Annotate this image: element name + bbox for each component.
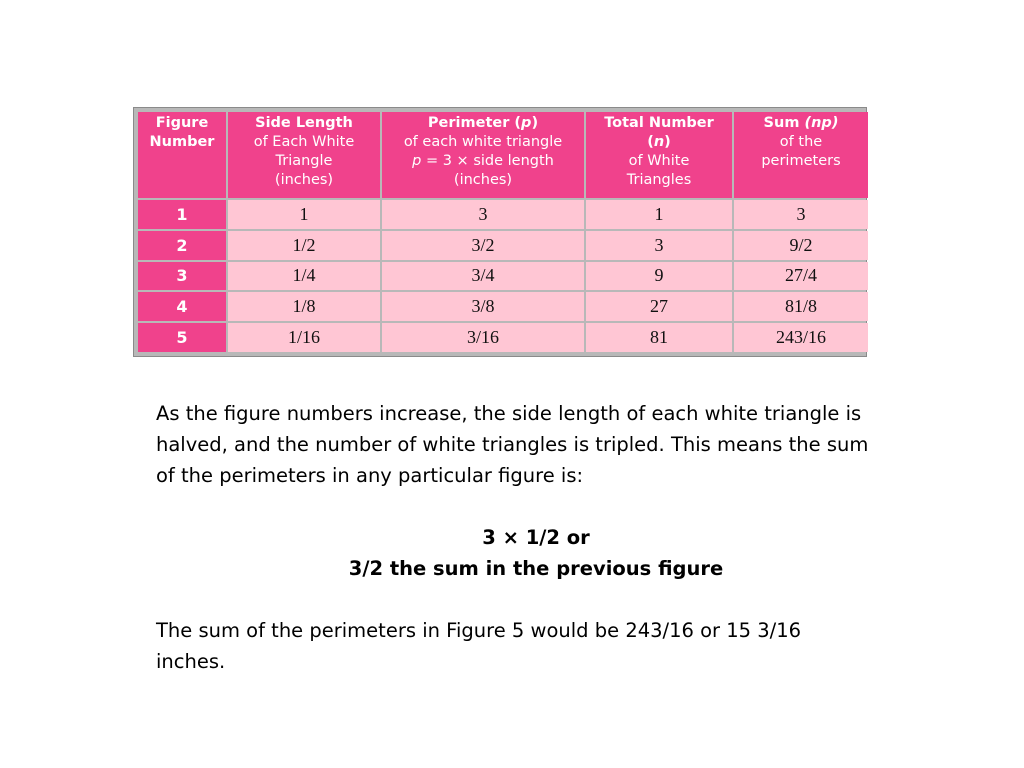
table-row bbox=[138, 262, 868, 291]
cell-sum: 243/16 bbox=[734, 323, 868, 352]
header-total-number: Total Number (n) of White Triangles bbox=[586, 112, 732, 198]
cell-sum: 9/2 bbox=[734, 231, 868, 260]
header-figure-number: Figure Number bbox=[138, 112, 226, 198]
cell-perimeter: 3 bbox=[382, 200, 584, 229]
cell-sum: 3 bbox=[734, 200, 868, 229]
conclusion-paragraph: The sum of the perimeters in Figure 5 would be 243/16 or 15 3/16 inches. bbox=[156, 619, 802, 673]
cell-total-number: 27 bbox=[586, 292, 732, 321]
cell-figure: 3 bbox=[138, 262, 226, 291]
cell-side-length: 1/16 bbox=[228, 323, 380, 352]
cell-perimeter: 3/2 bbox=[382, 231, 584, 260]
cell-sum: 81/8 bbox=[734, 292, 868, 321]
data-table bbox=[136, 110, 870, 354]
formula-line-2: 3/2 the sum in the previous figure bbox=[348, 557, 724, 580]
table-header-row bbox=[138, 112, 868, 198]
cell-sum: 27/4 bbox=[734, 262, 868, 291]
figures-table bbox=[133, 107, 867, 357]
header-perimeter: Perimeter (p) of each white triangle p = 3 × side length (inches) bbox=[382, 112, 584, 198]
table-row bbox=[138, 292, 868, 321]
explanation-paragraph: As the figure numbers increase, the side length of each white triangle is halved, and the number of white triangles is tripled. This means the sum of the perimeters in any particular figure is: bbox=[156, 402, 869, 487]
cell-figure: 5 bbox=[138, 323, 226, 352]
formula-line-1: 3 × 1/2 or bbox=[482, 526, 590, 549]
table-row bbox=[138, 231, 868, 260]
cell-figure: 2 bbox=[138, 231, 226, 260]
table-row bbox=[138, 323, 868, 352]
cell-figure: 4 bbox=[138, 292, 226, 321]
cell-side-length: 1/4 bbox=[228, 262, 380, 291]
cell-total-number: 9 bbox=[586, 262, 732, 291]
cell-side-length: 1 bbox=[228, 200, 380, 229]
header-side-length: Side Length of Each White Triangle (inches) bbox=[228, 112, 380, 198]
cell-perimeter: 3/4 bbox=[382, 262, 584, 291]
cell-perimeter: 3/16 bbox=[382, 323, 584, 352]
cell-total-number: 81 bbox=[586, 323, 732, 352]
cell-side-length: 1/8 bbox=[228, 292, 380, 321]
cell-total-number: 3 bbox=[586, 231, 732, 260]
explanation-text bbox=[156, 398, 876, 677]
header-sum: Sum (np) of the perimeters bbox=[734, 112, 868, 198]
cell-perimeter: 3/8 bbox=[382, 292, 584, 321]
cell-side-length: 1/2 bbox=[228, 231, 380, 260]
table-row bbox=[138, 200, 868, 229]
cell-total-number: 1 bbox=[586, 200, 732, 229]
cell-figure: 1 bbox=[138, 200, 226, 229]
